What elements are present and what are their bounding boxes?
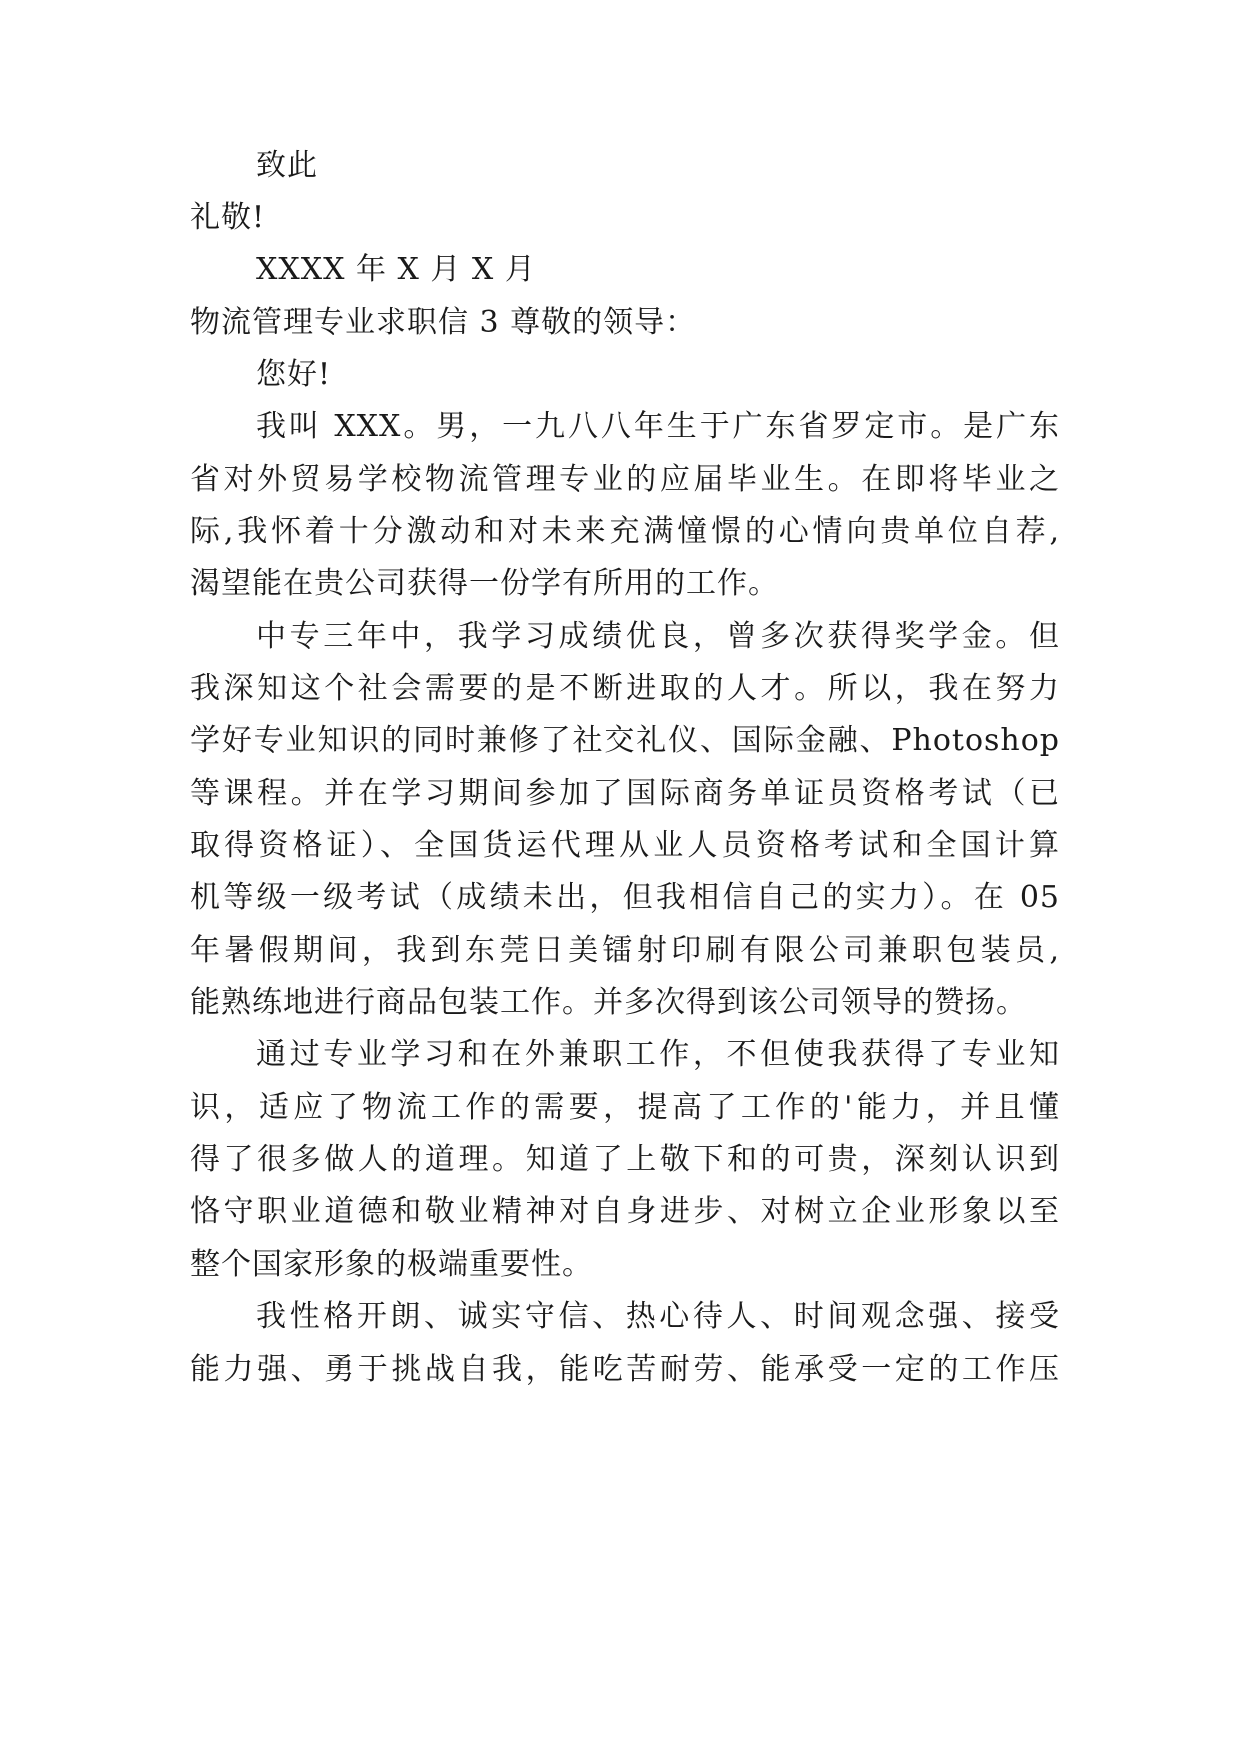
paragraph-line: 整个国家形象的极端重要性。 bbox=[190, 1247, 593, 1282]
closing-zhici: 致此 bbox=[256, 148, 318, 183]
letter-greeting: 您好! bbox=[256, 357, 332, 392]
paragraph-line: 等课程。并在学习期间参加了国际商务单证员资格考试（已 bbox=[190, 776, 1060, 811]
paragraph-line: 通过专业学习和在外兼职工作，不但使我获得了专业知 bbox=[256, 1037, 1060, 1072]
paragraph-line: 我性格开朗、诚实守信、热心待人、时间观念强、接受 bbox=[256, 1299, 1060, 1334]
paragraph-line: 中专三年中，我学习成绩优良，曾多次获得奖学金。但 bbox=[256, 619, 1060, 654]
paragraph-line: 识，适应了物流工作的需要，提高了工作的'能力，并且懂 bbox=[190, 1090, 1060, 1125]
paragraph-line: 机等级一级考试（成绩未出，但我相信自己的实力）。在 05 bbox=[190, 880, 1060, 915]
paragraph-line: 我深知这个社会需要的是不断进取的人才。所以，我在努力 bbox=[190, 671, 1060, 706]
paragraph-line: 能熟练地进行商品包装工作。并多次得到该公司领导的赞扬。 bbox=[190, 985, 1027, 1020]
paragraph-line: 学好专业知识的同时兼修了社交礼仪、国际金融、Photoshop bbox=[190, 723, 1060, 758]
closing-lijing: 礼敬! bbox=[190, 200, 266, 235]
paragraph-line: 能力强、勇于挑战自我，能吃苦耐劳、能承受一定的工作压 bbox=[190, 1352, 1060, 1387]
paragraph-line: 得了很多做人的道理。知道了上敬下和的可贵，深刻认识到 bbox=[190, 1142, 1060, 1177]
letter-heading: 物流管理专业求职信 3 尊敬的领导： bbox=[190, 305, 697, 340]
paragraph-line: 际,我怀着十分激动和对未来充满憧憬的心情向贵单位自荐, bbox=[190, 514, 1060, 549]
paragraph-line: 年暑假期间，我到东莞日美镭射印刷有限公司兼职包装员, bbox=[190, 933, 1060, 968]
paragraph-line: 取得资格证）、全国货运代理从业人员资格考试和全国计算 bbox=[190, 828, 1060, 863]
paragraph-line: 我叫 XXX。男，一九八八年生于广东省罗定市。是广东 bbox=[256, 409, 1060, 444]
closing-date: XXXX 年 X 月 X 月 bbox=[256, 252, 536, 287]
paragraph-line: 渴望能在贵公司获得一份学有所用的工作。 bbox=[190, 566, 779, 601]
paragraph-line: 省对外贸易学校物流管理专业的应届毕业生。在即将毕业之 bbox=[190, 462, 1060, 497]
paragraph-line: 恪守职业道德和敬业精神对自身进步、对树立企业形象以至 bbox=[190, 1194, 1060, 1229]
